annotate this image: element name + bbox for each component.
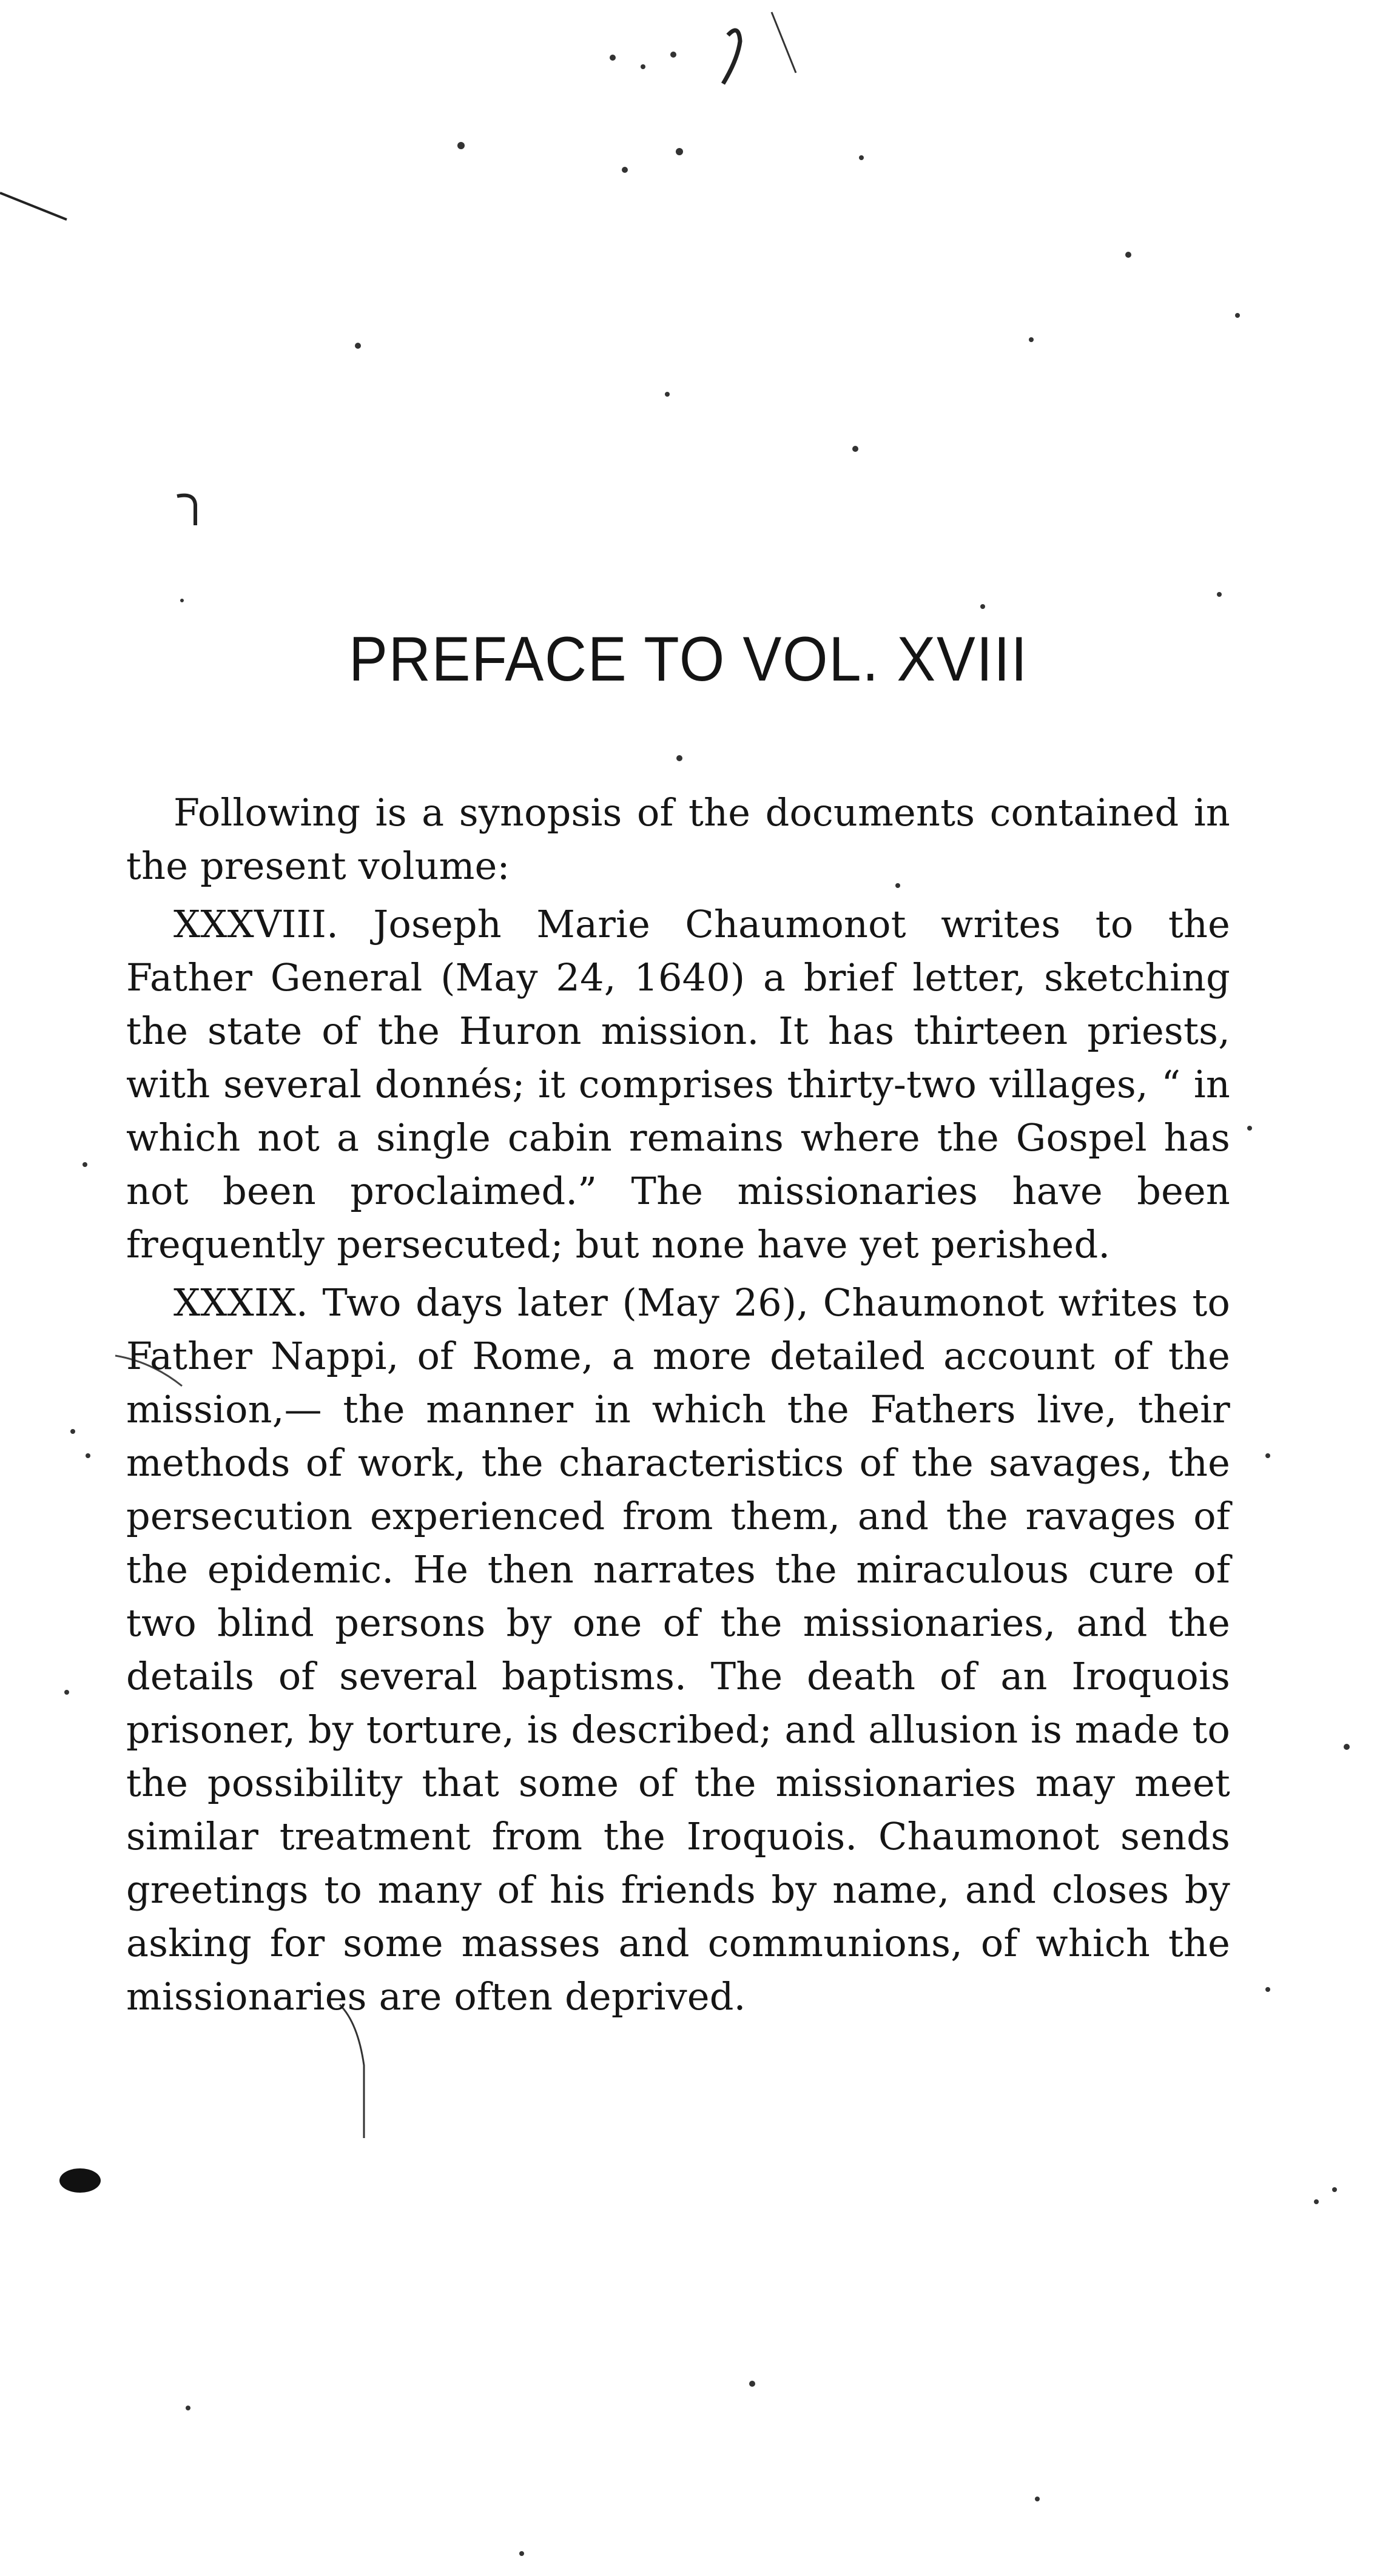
scan-stroke — [0, 193, 67, 220]
document-xxxix-paragraph: XXXIX. Two days later (May 26), Chaumonot writes to Father Nappi, of Rome, a more detailed account of the mission,— the manner in which the Fathers live, their methods of work, the characteristics of the savages, the persecution experienced from them, and the ravages of the epidemic. He then narrates the miraculous cure of two blind persons by one of the missionaries, and the details of several baptisms. The death of an Iroquois prisoner, by torture, is described; and allusion is made to the possibility that some of the missionaries may meet similar treatment from the Iroquois. Chaumonot sends greetings to many of his friends by name, and closes by asking for some masses and communions, of which the missionaries are often deprived. — [126, 1280, 1230, 2019]
scan-stroke — [723, 30, 740, 84]
intro-paragraph: Following is a synopsis of the documents contained in the present volume: — [126, 790, 1230, 888]
scan-stroke — [772, 12, 796, 73]
page-title: PREFACE TO VOL. XVIII — [349, 624, 1028, 694]
scan-stroke — [177, 496, 195, 525]
preface-body — [126, 786, 1230, 2028]
document-xxxviii-paragraph: XXXVIII. Joseph Marie Chaumonot writes to the Father General (May 24, 1640) a brief letter, sketching the state of the Huron mission. It has thirteen priests, with several donnés; it comprises thirty-two villages, “ in which not a single cabin remains where the Gospel has not been proclaimed.” The missionaries have been frequently persecuted; but none have yet perished. — [126, 902, 1230, 1266]
ink-blot — [59, 2168, 101, 2193]
